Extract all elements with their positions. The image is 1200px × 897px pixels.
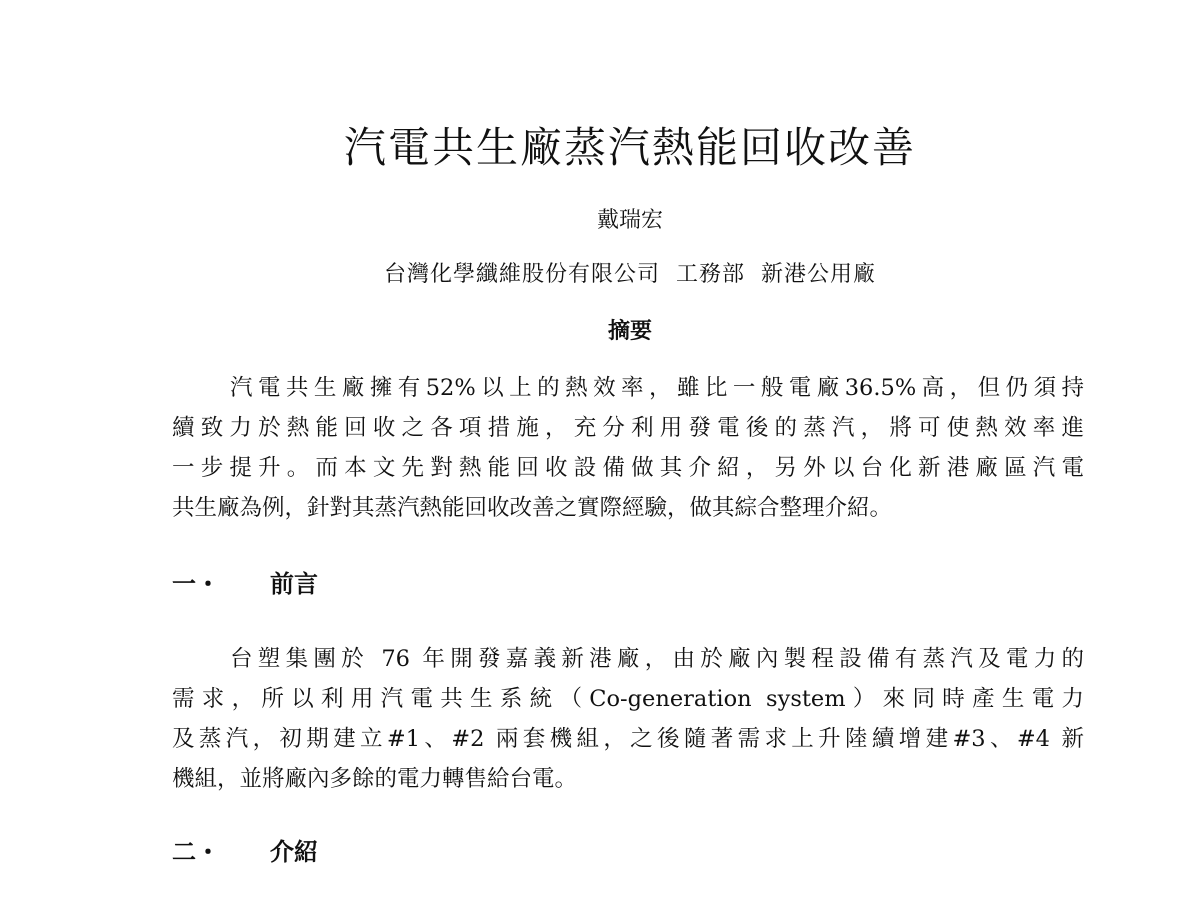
paper-title: 汽電共生廠蒸汽熱能回收改善 bbox=[343, 123, 916, 172]
section-heading-introduction bbox=[172, 566, 318, 602]
body-line: 需求，所以利用汽電共生系統（Co-generation system）來同時產生電力 bbox=[172, 686, 1084, 712]
abstract-line: 共生廠為例，針對其蒸汽熱能回收改善之實際經驗，做其綜合整理介紹。 bbox=[172, 495, 893, 521]
abstract-paragraph bbox=[172, 368, 1084, 528]
body-line: 及蒸汽，初期建立#1、#2 兩套機組，之後隨著需求上升陸續增建#3、#4 新 bbox=[172, 726, 1084, 752]
section-number: 一・ bbox=[172, 569, 220, 598]
introduction-paragraph bbox=[172, 639, 1084, 799]
body-line: 機組，並將廠內多餘的電力轉售給台電。 bbox=[172, 766, 578, 792]
section-heading-introduction-2 bbox=[172, 834, 318, 870]
author-name: 戴瑞宏 bbox=[596, 208, 663, 233]
abstract-line: 續致力於熱能回收之各項措施，充分利用發電後的蒸汽，將可使熱效率進 bbox=[172, 415, 1084, 441]
author-affiliation: 台灣化學纖維股份有限公司 工務部 新港公用廠 bbox=[384, 262, 876, 287]
abstract-heading: 摘要 bbox=[607, 318, 652, 344]
section-title: 前言 bbox=[270, 569, 318, 598]
section-number: 二・ bbox=[172, 837, 220, 866]
abstract-line: 汽電共生廠擁有52%以上的熱效率，雖比一般電廠36.5%高，但仍須持 bbox=[230, 375, 1084, 401]
section-title: 介紹 bbox=[270, 837, 318, 866]
abstract-line: 一步提升。而本文先對熱能回收設備做其介紹，另外以台化新港廠區汽電 bbox=[172, 455, 1084, 481]
body-line: 台塑集團於 76 年開發嘉義新港廠，由於廠內製程設備有蒸汽及電力的 bbox=[230, 646, 1084, 672]
